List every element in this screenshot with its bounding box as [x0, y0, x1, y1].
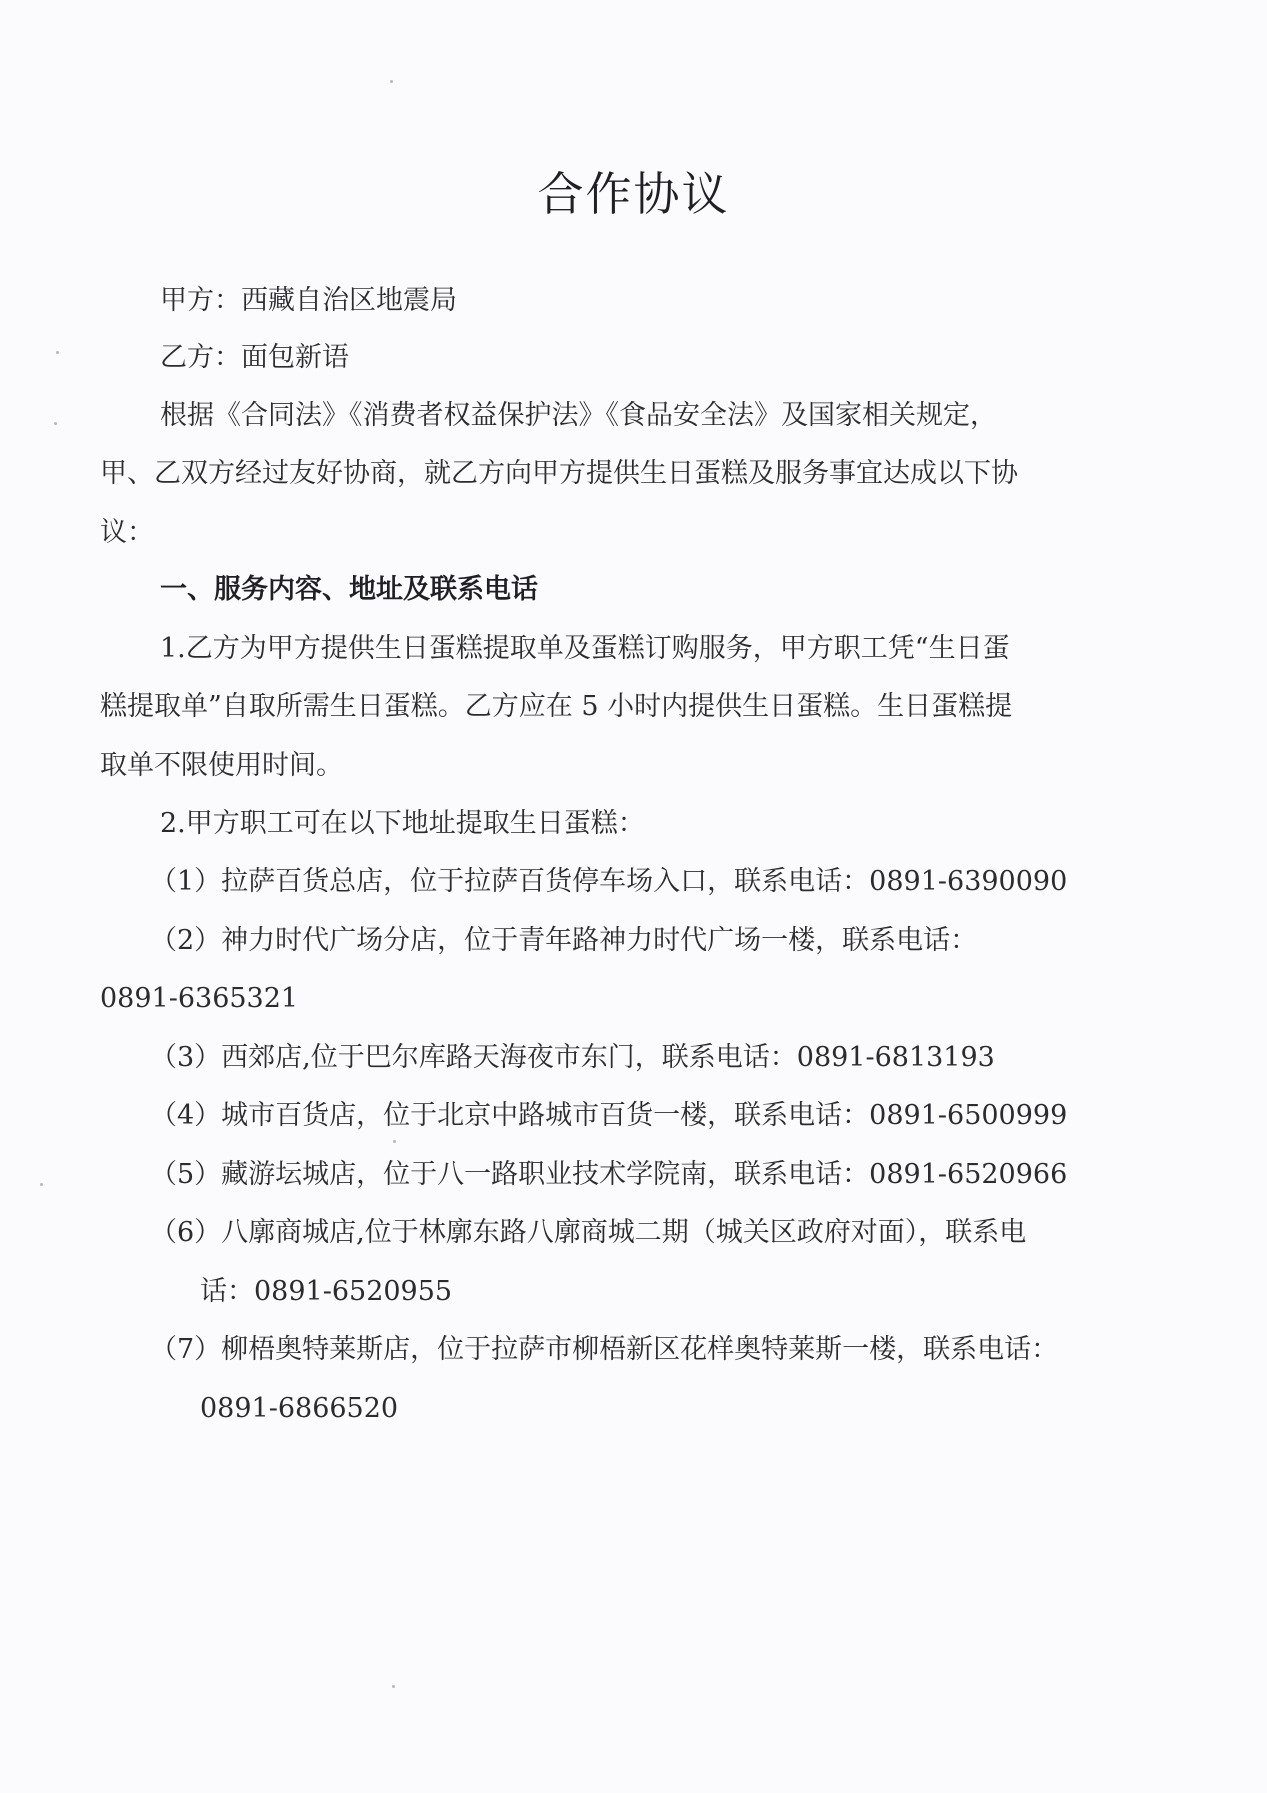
clause-line: 1.乙方为甲方提供生日蛋糕提取单及蛋糕订购服务，甲方职工凭“生日蛋 [160, 633, 1010, 664]
scan-speck [40, 1183, 43, 1186]
store-item: （4）城市百货店，位于北京中路城市百货一楼，联系电话：0891-6500999 [150, 1100, 1068, 1131]
preamble-line: 根据《合同法》《消费者权益保护法》《食品安全法》及国家相关规定， [160, 400, 997, 431]
scan-speck [56, 351, 59, 354]
party-a-line: 甲方：西藏自治区地震局 [160, 285, 457, 316]
document-title: 合作协议 [537, 167, 730, 221]
store-item: （7）柳梧奥特莱斯店，位于拉萨市柳梧新区花样奥特莱斯一楼，联系电话： [150, 1334, 1059, 1365]
store-item: （6）八廓商城店,位于林廓东路八廓商城二期（城关区政府对面），联系电 [150, 1217, 1027, 1248]
preamble-line: 甲、乙双方经过友好协商，就乙方向甲方提供生日蛋糕及服务事宜达成以下协 [100, 458, 1018, 489]
party-b-line: 乙方：面包新语 [160, 342, 349, 373]
scan-speck [393, 1140, 396, 1143]
store-item: （2）神力时代广场分店，位于青年路神力时代广场一楼，联系电话： [150, 925, 978, 956]
store-item: （5）藏游坛城店，位于八一路职业技术学院南，联系电话：0891-6520966 [150, 1159, 1068, 1190]
store-item: 0891-6866520 [200, 1393, 399, 1424]
preamble-line: 议： [100, 517, 154, 548]
section-heading: 一、服务内容、地址及联系电话 [160, 574, 538, 605]
scan-speck [54, 422, 57, 425]
clause-line: 2.甲方职工可在以下地址提取生日蛋糕： [160, 808, 645, 839]
clause-line: 糕提取单”自取所需生日蛋糕。乙方应在 5 小时内提供生日蛋糕。生日蛋糕提 [100, 691, 1013, 722]
clause-line: 取单不限使用时间。 [100, 750, 343, 781]
scan-speck [392, 1685, 395, 1688]
store-item: （3）西郊店,位于巴尔库路天海夜市东门，联系电话：0891-6813193 [150, 1042, 995, 1073]
scan-speck [390, 80, 393, 83]
store-item: （1）拉萨百货总店，位于拉萨百货停车场入口，联系电话：0891-6390090 [150, 866, 1068, 897]
store-item: 话：0891-6520955 [200, 1276, 453, 1307]
store-item: 0891-6365321 [100, 983, 299, 1014]
